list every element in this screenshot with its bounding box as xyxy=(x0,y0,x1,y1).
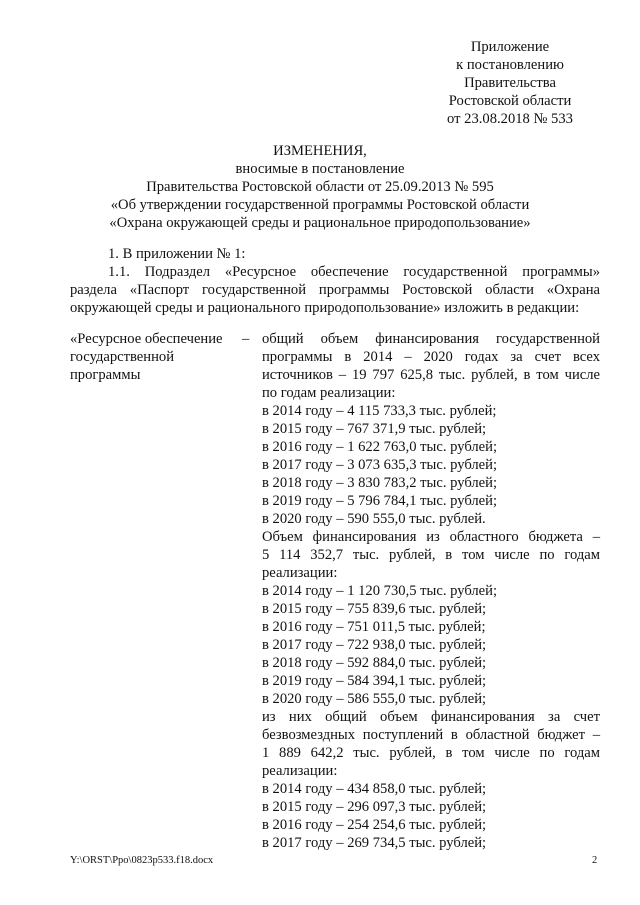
regional-year-line: в 2017 году – 722 938,0 тыс. рублей; xyxy=(262,637,487,653)
grant-year-line: в 2017 году – 269 734,5 тыс. рублей; xyxy=(262,835,487,851)
appendix-line: от 23.08.2018 № 533 xyxy=(447,111,573,127)
grant-financing-line: реализации: xyxy=(262,763,338,779)
regional-budget-line: Объем финансирования из областного бюджета – xyxy=(262,529,600,545)
total-year-line: в 2018 году – 3 830 783,2 тыс. рублей; xyxy=(262,475,498,491)
total-year-line: в 2019 году – 5 796 784,1 тыс. рублей; xyxy=(262,493,498,509)
point-1-1-line: раздела «Паспорт государственной программы Ростовской области «Охрана xyxy=(70,282,600,298)
footer-file-path: Y:\ORST\Ppo\0823p533.f18.docx xyxy=(70,855,214,866)
total-year-line: в 2014 году – 4 115 733,3 тыс. рублей; xyxy=(262,403,497,419)
regional-year-line: в 2019 году – 584 394,1 тыс. рублей; xyxy=(262,673,487,689)
grant-year-line: в 2014 году – 434 858,0 тыс. рублей; xyxy=(262,781,487,797)
total-year-line: в 2016 году – 1 622 763,0 тыс. рублей; xyxy=(262,439,498,455)
total-year-line: в 2015 году – 767 371,9 тыс. рублей; xyxy=(262,421,487,437)
grant-financing-line: безвозмездных поступлений в областной бюджет – xyxy=(262,727,600,743)
grant-year-line: в 2015 году – 296 097,3 тыс. рублей; xyxy=(262,799,487,815)
regional-year-line: в 2015 году – 755 839,6 тыс. рублей; xyxy=(262,601,487,617)
title-line: вносимые в постановление xyxy=(235,161,405,177)
regional-year-line: в 2014 году – 1 120 730,5 тыс. рублей; xyxy=(262,583,498,599)
point-1: 1. В приложении № 1: xyxy=(108,246,246,262)
document-title: ИЗМЕНЕНИЯ, xyxy=(273,143,367,159)
regional-budget-line: 5 114 352,7 тыс. рублей, в том числе по годам xyxy=(262,547,600,563)
appendix-line: Ростовской области xyxy=(448,93,572,109)
title-line: Правительства Ростовской области от 25.09.2013 № 595 xyxy=(146,179,494,195)
total-financing-line: по годам реализации: xyxy=(262,385,396,401)
appendix-line: Правительства xyxy=(464,75,556,91)
resource-label-line: программы xyxy=(70,367,141,383)
grant-financing-line: из них общий объем финансирования за счет xyxy=(262,709,600,725)
separator-dash: – xyxy=(242,331,250,347)
total-financing-line: программы в 2014 – 2020 годах за счет всех xyxy=(262,349,600,365)
point-1-1-line: 1.1. Подраздел «Ресурсное обеспечение государственной программы» xyxy=(108,264,600,280)
grant-financing-line: 1 889 642,2 тыс. рублей, в том числе по годам xyxy=(262,745,600,761)
total-financing-line: общий объем финансирования государственной xyxy=(262,331,600,347)
resource-label-line: государственной xyxy=(70,349,175,365)
title-line: «Охрана окружающей среды и рациональное природопользование» xyxy=(109,215,531,231)
regional-year-line: в 2020 году – 586 555,0 тыс. рублей; xyxy=(262,691,487,707)
appendix-line: Приложение xyxy=(470,39,550,55)
regional-budget-line: реализации: xyxy=(262,565,338,581)
grant-year-line: в 2016 году – 254 254,6 тыс. рублей; xyxy=(262,817,487,833)
total-financing-line: источников – 19 797 625,8 тыс. рублей, в том числе xyxy=(262,367,600,383)
resource-label-line: «Ресурсное обеспечение xyxy=(70,331,223,347)
page-number: 2 xyxy=(592,855,598,866)
total-year-line: в 2017 году – 3 073 635,3 тыс. рублей; xyxy=(262,457,498,473)
regional-year-line: в 2018 году – 592 884,0 тыс. рублей; xyxy=(262,655,487,671)
appendix-line: к постановлению xyxy=(456,57,564,73)
point-1-1-line: окружающей среды и рационального природопользование» изложить в редакции: xyxy=(70,300,580,316)
title-line: «Об утверждении государственной программы Ростовской области xyxy=(110,197,530,213)
total-year-line: в 2020 году – 590 555,0 тыс. рублей. xyxy=(262,511,486,527)
regional-year-line: в 2016 году – 751 011,5 тыс. рублей; xyxy=(262,619,486,635)
